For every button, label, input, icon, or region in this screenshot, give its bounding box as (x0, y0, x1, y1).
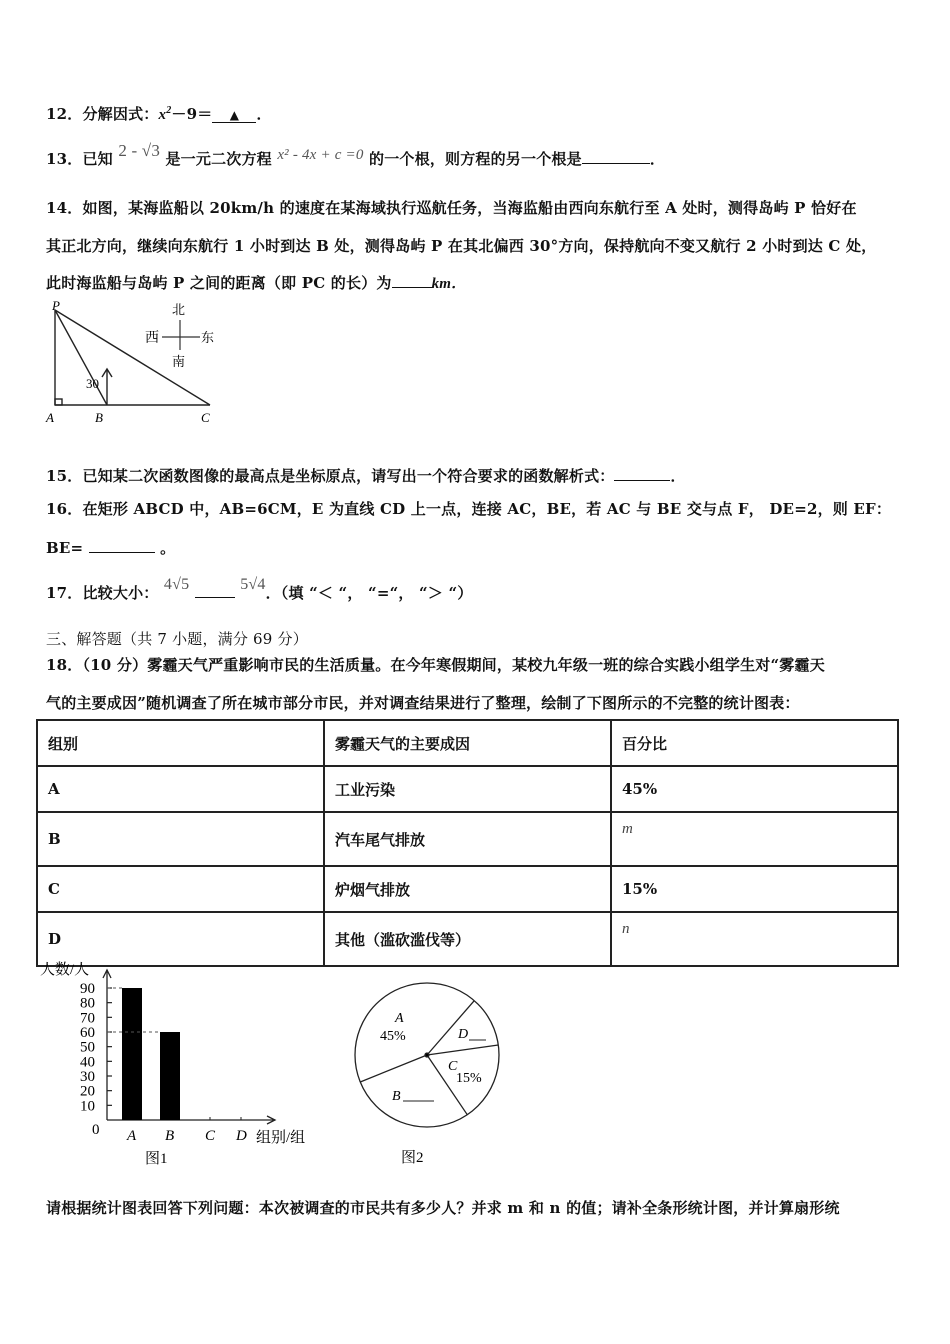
table-row (37, 866, 898, 912)
svg-text:B: B (165, 1128, 175, 1144)
question-12 (46, 103, 272, 124)
slice-b-label: B (392, 1089, 401, 1104)
math-expression: $x^2$ (158, 105, 172, 123)
question-16-line-1: 16．在矩形 ABCD 中，AB=6CM，E 为直线 CD 上一点，连接 AC，BE，若 AC 与 BE 交与点 F， DE=2，则 EF： (46, 500, 892, 518)
table-cell: 炉烟气排放 (324, 866, 611, 912)
question-text: 的一个根，则方程的另一个根是 (369, 150, 582, 168)
compass-west: 西 (145, 331, 159, 346)
question-text: 15．已知某二次函数图像的最高点是坐标原点，请写出一个符合要求的函数解析式： (46, 467, 615, 485)
answer-blank[interactable] (582, 162, 650, 164)
table-cell: 工业污染 (324, 766, 611, 812)
table-header: 百分比 (611, 720, 898, 766)
point-label-b: B (95, 410, 103, 425)
question-text: 17．比较大小： (46, 584, 159, 602)
punctuation: ． (649, 150, 666, 168)
answer-blank[interactable] (614, 479, 670, 481)
figure-1-caption: 图1 (145, 1151, 168, 1167)
math-right: 5√4 (240, 576, 266, 593)
table-row (37, 812, 898, 866)
question-number: 12． (46, 105, 83, 123)
math-expression-rest: －9＝ (171, 105, 213, 123)
svg-text:D: D (236, 1128, 247, 1144)
table-header: 组别 (37, 720, 324, 766)
bar-chart (38, 958, 348, 1173)
angle-label: 30 (86, 376, 99, 391)
math-equation: x² - 4x + c =0 (277, 147, 364, 163)
pie-chart (340, 978, 520, 1173)
answer-blank[interactable]: ▲ (212, 108, 256, 123)
svg-text:30: 30 (80, 1069, 95, 1085)
table-header-row (37, 720, 898, 766)
section-title: 三、解答题（共 7 小题，满分 69 分） (46, 630, 308, 648)
svg-text:60: 60 (80, 1025, 95, 1041)
question-text: 此时海监船与岛屿 P 之间的距离（即 PC 的长）为 (46, 274, 392, 292)
slice-d-label: D (458, 1027, 469, 1042)
question-18-line-1: 18．（10 分）雾霾天气严重影响市民的生活质量。在今年寒假期间，某校九年级一班的综合实践小组学生对“雾霾天 (46, 656, 825, 674)
compass-north: 北 (172, 302, 186, 317)
answer-blank[interactable] (89, 551, 155, 553)
point-label-p: P (52, 298, 60, 313)
svg-text:A: A (127, 1128, 137, 1144)
y-axis-label: 人数/人 (40, 962, 90, 978)
svg-text:10: 10 (80, 1098, 95, 1115)
question-18-line-2: 气的主要成因”随机调查了所在城市部分市民，并对调查结果进行了整理，绘制了下图所示的不完整的统计图表： (46, 694, 800, 712)
bars (107, 988, 241, 1120)
figure-2-caption: 图2 (401, 1150, 424, 1166)
table-cell: A (37, 766, 324, 812)
math-root: 2 - √3 (118, 141, 161, 160)
question-14-line-3 (46, 272, 466, 293)
question-17 (46, 576, 473, 603)
question-text: ．（填 “＜ “， “=“， “＞ “） (265, 584, 473, 602)
compass-south: 南 (172, 354, 186, 369)
answer-blank[interactable] (392, 286, 432, 288)
svg-text:40: 40 (80, 1054, 95, 1071)
question-13 (46, 141, 666, 169)
table-cell: B (37, 812, 324, 866)
question-18-prompt: 请根据统计图表回答下列问题：本次被调查的市民共有多少人？并求 m 和 n 的值；请补全条形统计图，并计算扇形统 (46, 1199, 840, 1217)
table-cell: n (611, 912, 898, 966)
svg-text:C: C (205, 1128, 216, 1144)
punctuation: ． (256, 105, 272, 123)
triangle-figure (38, 298, 228, 430)
svg-text:80: 80 (80, 995, 95, 1012)
x-axis-label: 组别/组 (256, 1130, 306, 1146)
svg-text:0: 0 (92, 1122, 100, 1138)
svg-text:90: 90 (80, 981, 95, 997)
x-axis-labels (126, 1128, 247, 1144)
svg-text:70: 70 (80, 1010, 95, 1027)
question-text: 分解因式： (82, 105, 159, 123)
svg-text:20: 20 (80, 1083, 95, 1100)
table-header: 雾霾天气的主要成因 (324, 720, 611, 766)
point-label-c: C (201, 410, 210, 425)
answer-blank[interactable] (195, 596, 235, 598)
question-number: 13． (46, 150, 83, 168)
question-14-line-1: 14．如图，某海监船以 20km/h 的速度在某海域执行巡航任务，当海监船由西向东航行至 A 处时，测得岛屿 P 恰好在 (46, 199, 857, 217)
math-left: 4√5 (163, 576, 190, 593)
svg-text:50: 50 (80, 1039, 95, 1056)
question-14-line-2: 其正北方向，继续向东航行 1 小时到达 B 处，测得岛屿 P 在其北偏西 30°方向，保持航向不变又航行 2 小时到达 C 处， (46, 237, 877, 255)
unit-text: km． (431, 276, 467, 292)
causes-table (36, 719, 899, 967)
slice-c-value: 15% (456, 1071, 482, 1086)
table-cell: 其他（滥砍滥伐等） (324, 912, 611, 966)
table-cell: C (37, 866, 324, 912)
table-cell: m (611, 812, 898, 866)
slice-c-label: C (448, 1059, 458, 1074)
question-16-line-2 (46, 537, 175, 558)
question-text: BE= (46, 539, 84, 557)
question-15 (46, 465, 686, 486)
slice-a-value: 45% (380, 1029, 406, 1044)
compass-east: 东 (201, 330, 215, 345)
punctuation: ． (670, 467, 686, 485)
table-cell: D (37, 912, 324, 966)
slice-a-label: A (395, 1011, 404, 1026)
question-text: 已知 (82, 150, 113, 168)
question-text: 是一元二次方程 (165, 150, 272, 168)
table-cell: 45% (611, 766, 898, 812)
punctuation: 。 (160, 539, 176, 557)
table-cell: 汽车尾气排放 (324, 812, 611, 866)
table-row (37, 766, 898, 812)
point-label-a: A (46, 410, 54, 425)
table-cell: 15% (611, 866, 898, 912)
